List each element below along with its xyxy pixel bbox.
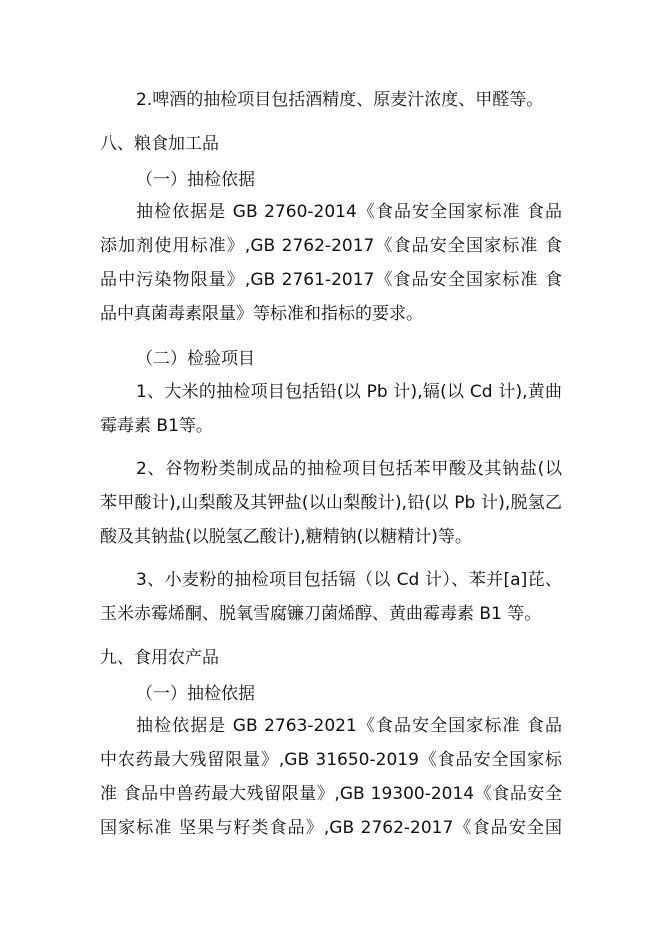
subsection-heading-basis: （一）抽检依据 bbox=[136, 170, 255, 190]
paragraph-basis-line: 抽检依据是 GB 2760-2014《食品安全国家标准 食品 bbox=[136, 202, 562, 222]
paragraph-rice-line: 霉毒素 B1等。 bbox=[100, 416, 213, 436]
paragraph-agri-basis-line: 中农药最大残留限量》,GB 31650-2019《食品安全国家标 bbox=[100, 750, 562, 770]
paragraph-rice-line: 1、大米的抽检项目包括铅(以 Pb 计),镉(以 Cd 计),黄曲 bbox=[136, 382, 562, 402]
paragraph-agri-basis-line: 准 食品中兽药最大残留限量》,GB 19300-2014《食品安全 bbox=[100, 784, 562, 804]
paragraph-flour-line: 玉米赤霉烯酮、脱氧雪腐镰刀菌烯醇、黄曲霉毒素 B1 等。 bbox=[100, 604, 542, 624]
section-heading-agricultural-products: 九、食用农产品 bbox=[100, 648, 219, 668]
paragraph-basis-line: 品中真菌毒素限量》等标准和指标的要求。 bbox=[100, 304, 423, 324]
paragraph-flour-line: 3、小麦粉的抽检项目包括镉（以 Cd 计）、苯并[a]芘、 bbox=[136, 570, 562, 590]
subsection-heading-basis: （一）抽检依据 bbox=[136, 684, 255, 704]
paragraph-agri-basis-line: 国家标准 坚果与籽类食品》,GB 2762-2017《食品安全国 bbox=[100, 818, 562, 838]
paragraph-basis-line: 品中污染物限量》,GB 2761-2017《食品安全国家标准 食 bbox=[100, 270, 562, 290]
paragraph-cereal-line: 苯甲酸计),山梨酸及其钾盐(以山梨酸计),铅(以 Pb 计),脱氢乙 bbox=[100, 493, 562, 513]
paragraph-cereal-line: 2、谷物粉类制成品的抽检项目包括苯甲酸及其钠盐(以 bbox=[136, 459, 562, 479]
paragraph-agri-basis-line: 抽检依据是 GB 2763-2021《食品安全国家标准 食品 bbox=[136, 716, 562, 736]
paragraph-cereal-line: 酸及其钠盐(以脱氢乙酸计),糖精钠(以糖精计)等。 bbox=[100, 527, 472, 547]
paragraph-beer-items: 2.啤酒的抽检项目包括酒精度、原麦汁浓度、甲醛等。 bbox=[136, 90, 544, 110]
paragraph-basis-line: 添加剂使用标准》,GB 2762-2017《食品安全国家标准 食 bbox=[100, 236, 562, 256]
subsection-heading-test-items: （二）检验项目 bbox=[136, 349, 255, 369]
section-heading-grain-products: 八、粮食加工品 bbox=[100, 134, 219, 154]
